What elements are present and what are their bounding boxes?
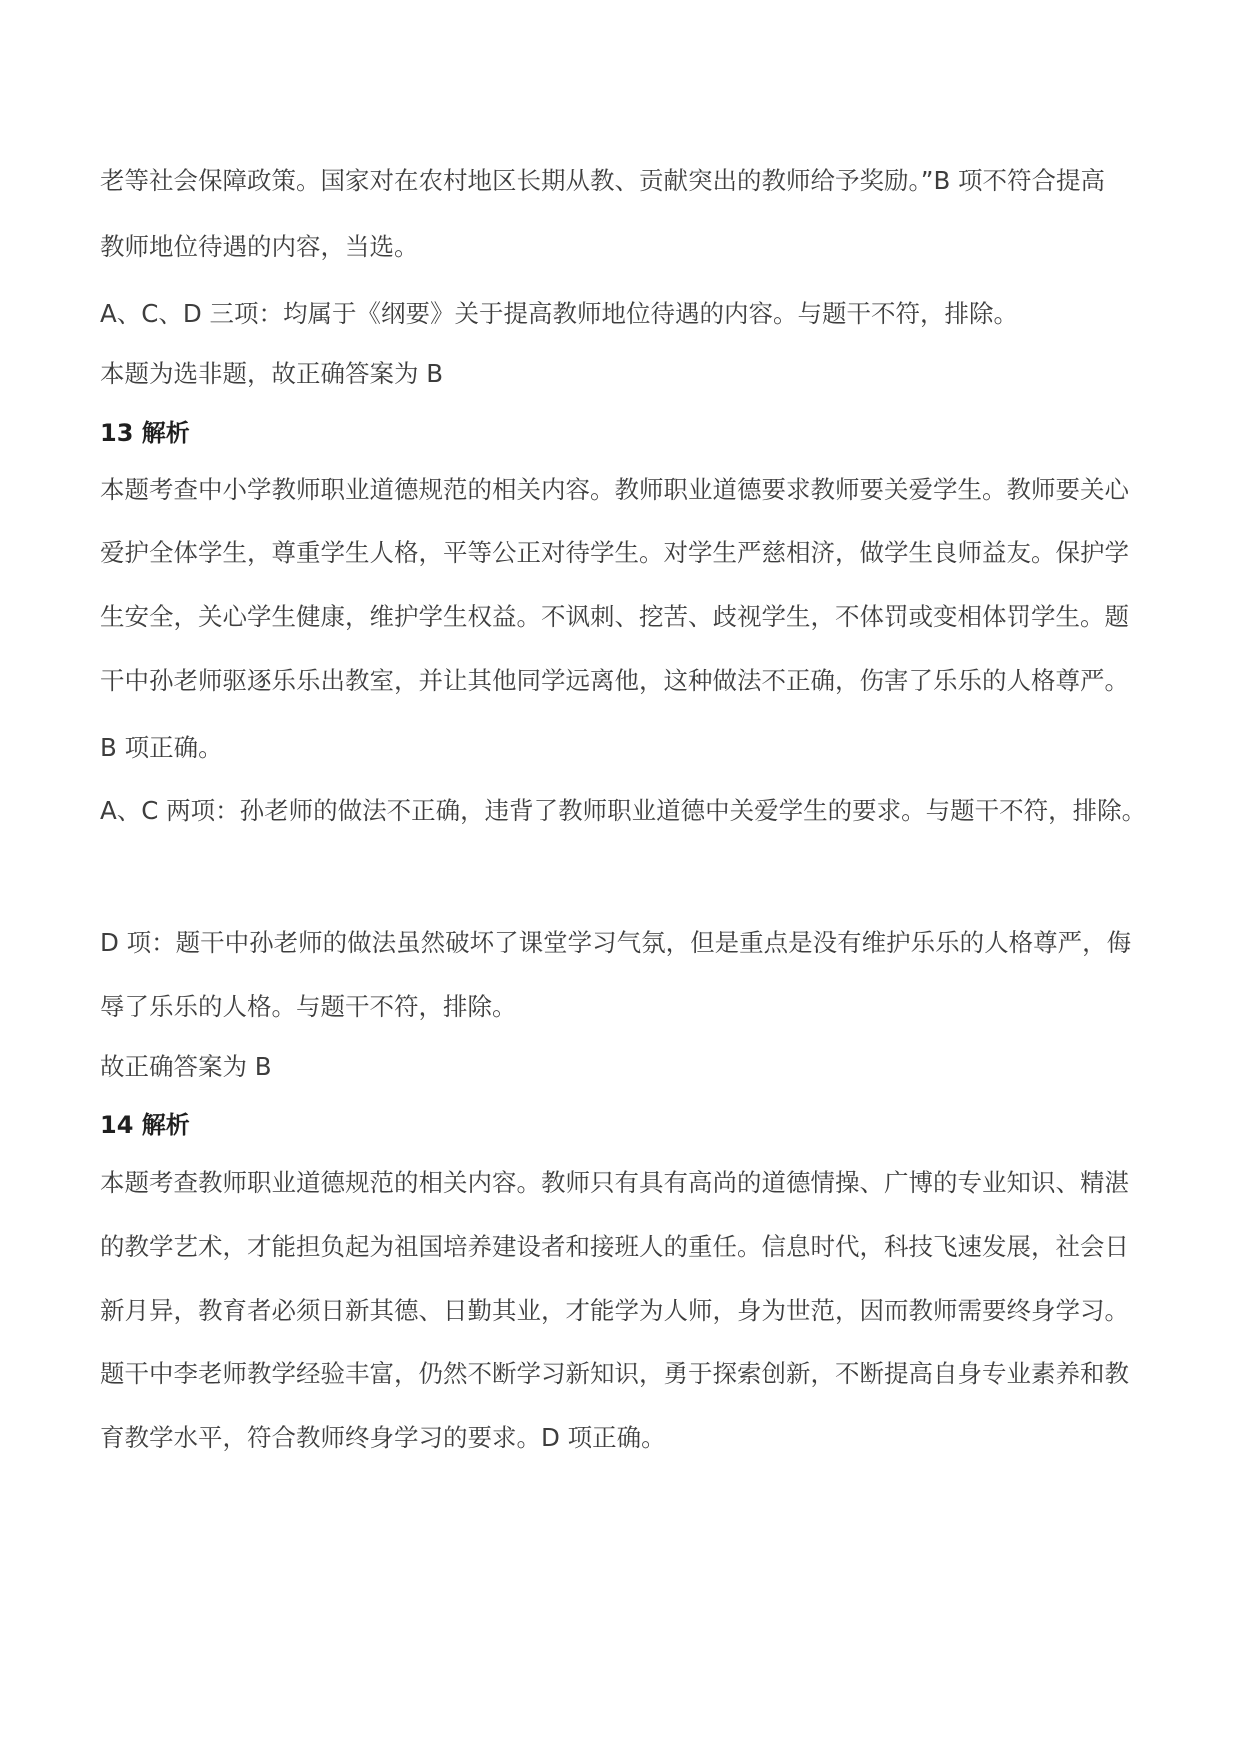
text-line: A、C 两项：孙老师的做法不正确，违背了教师职业道德中关爱学生的要求。与题干不符，排除。 [100, 796, 1147, 825]
text-line: 本题考查中小学教师职业道德规范的相关内容。教师职业道德要求教师要关爱学生。教师要关心 [100, 475, 1129, 504]
text-line: B 项正确。 [100, 733, 223, 762]
section-heading: 13 解析 [100, 419, 190, 447]
text-line: 爱护全体学生，尊重学生人格，平等公正对待学生。对学生严慈相济，做学生良师益友。保护学 [100, 538, 1129, 567]
text-line: 干中孙老师驱逐乐乐出教室，并让其他同学远离他，这种做法不正确，伤害了乐乐的人格尊严。 [100, 666, 1129, 695]
section-heading: 14 解析 [100, 1111, 190, 1139]
text-line: 教师地位待遇的内容，当选。 [100, 232, 419, 261]
text-line: 老等社会保障政策。国家对在农村地区长期从教、贡献突出的教师给予奖励。”B 项不符合提高 [100, 166, 1106, 195]
text-line: 故正确答案为 B [100, 1052, 272, 1081]
text-line: A、C、D 三项：均属于《纲要》关于提高教师地位待遇的内容。与题干不符，排除。 [100, 299, 1019, 328]
text-line: 生安全，关心学生健康，维护学生权益。不讽刺、挖苦、歧视学生，不体罚或变相体罚学生。题 [100, 602, 1129, 631]
text-line: 育教学水平，符合教师终身学习的要求。D 项正确。 [100, 1423, 666, 1452]
text-line: 本题为选非题，故正确答案为 B [100, 359, 444, 388]
text-line: 新月异，教育者必须日新其德、日勤其业，才能学为人师，身为世范，因而教师需要终身学习。 [100, 1296, 1129, 1325]
text-line: 本题考查教师职业道德规范的相关内容。教师只有具有高尚的道德情操、广博的专业知识、精湛 [100, 1168, 1129, 1197]
text-line: 题干中李老师教学经验丰富，仍然不断学习新知识，勇于探索创新，不断提高自身专业素养和教 [100, 1359, 1129, 1388]
text-line: 辱了乐乐的人格。与题干不符，排除。 [100, 992, 517, 1021]
text-line: 的教学艺术，才能担负起为祖国培养建设者和接班人的重任。信息时代，科技飞速发展，社会日 [100, 1232, 1129, 1261]
text-line: D 项：题干中孙老师的做法虽然破坏了课堂学习气氛，但是重点是没有维护乐乐的人格尊严，侮 [100, 928, 1132, 957]
